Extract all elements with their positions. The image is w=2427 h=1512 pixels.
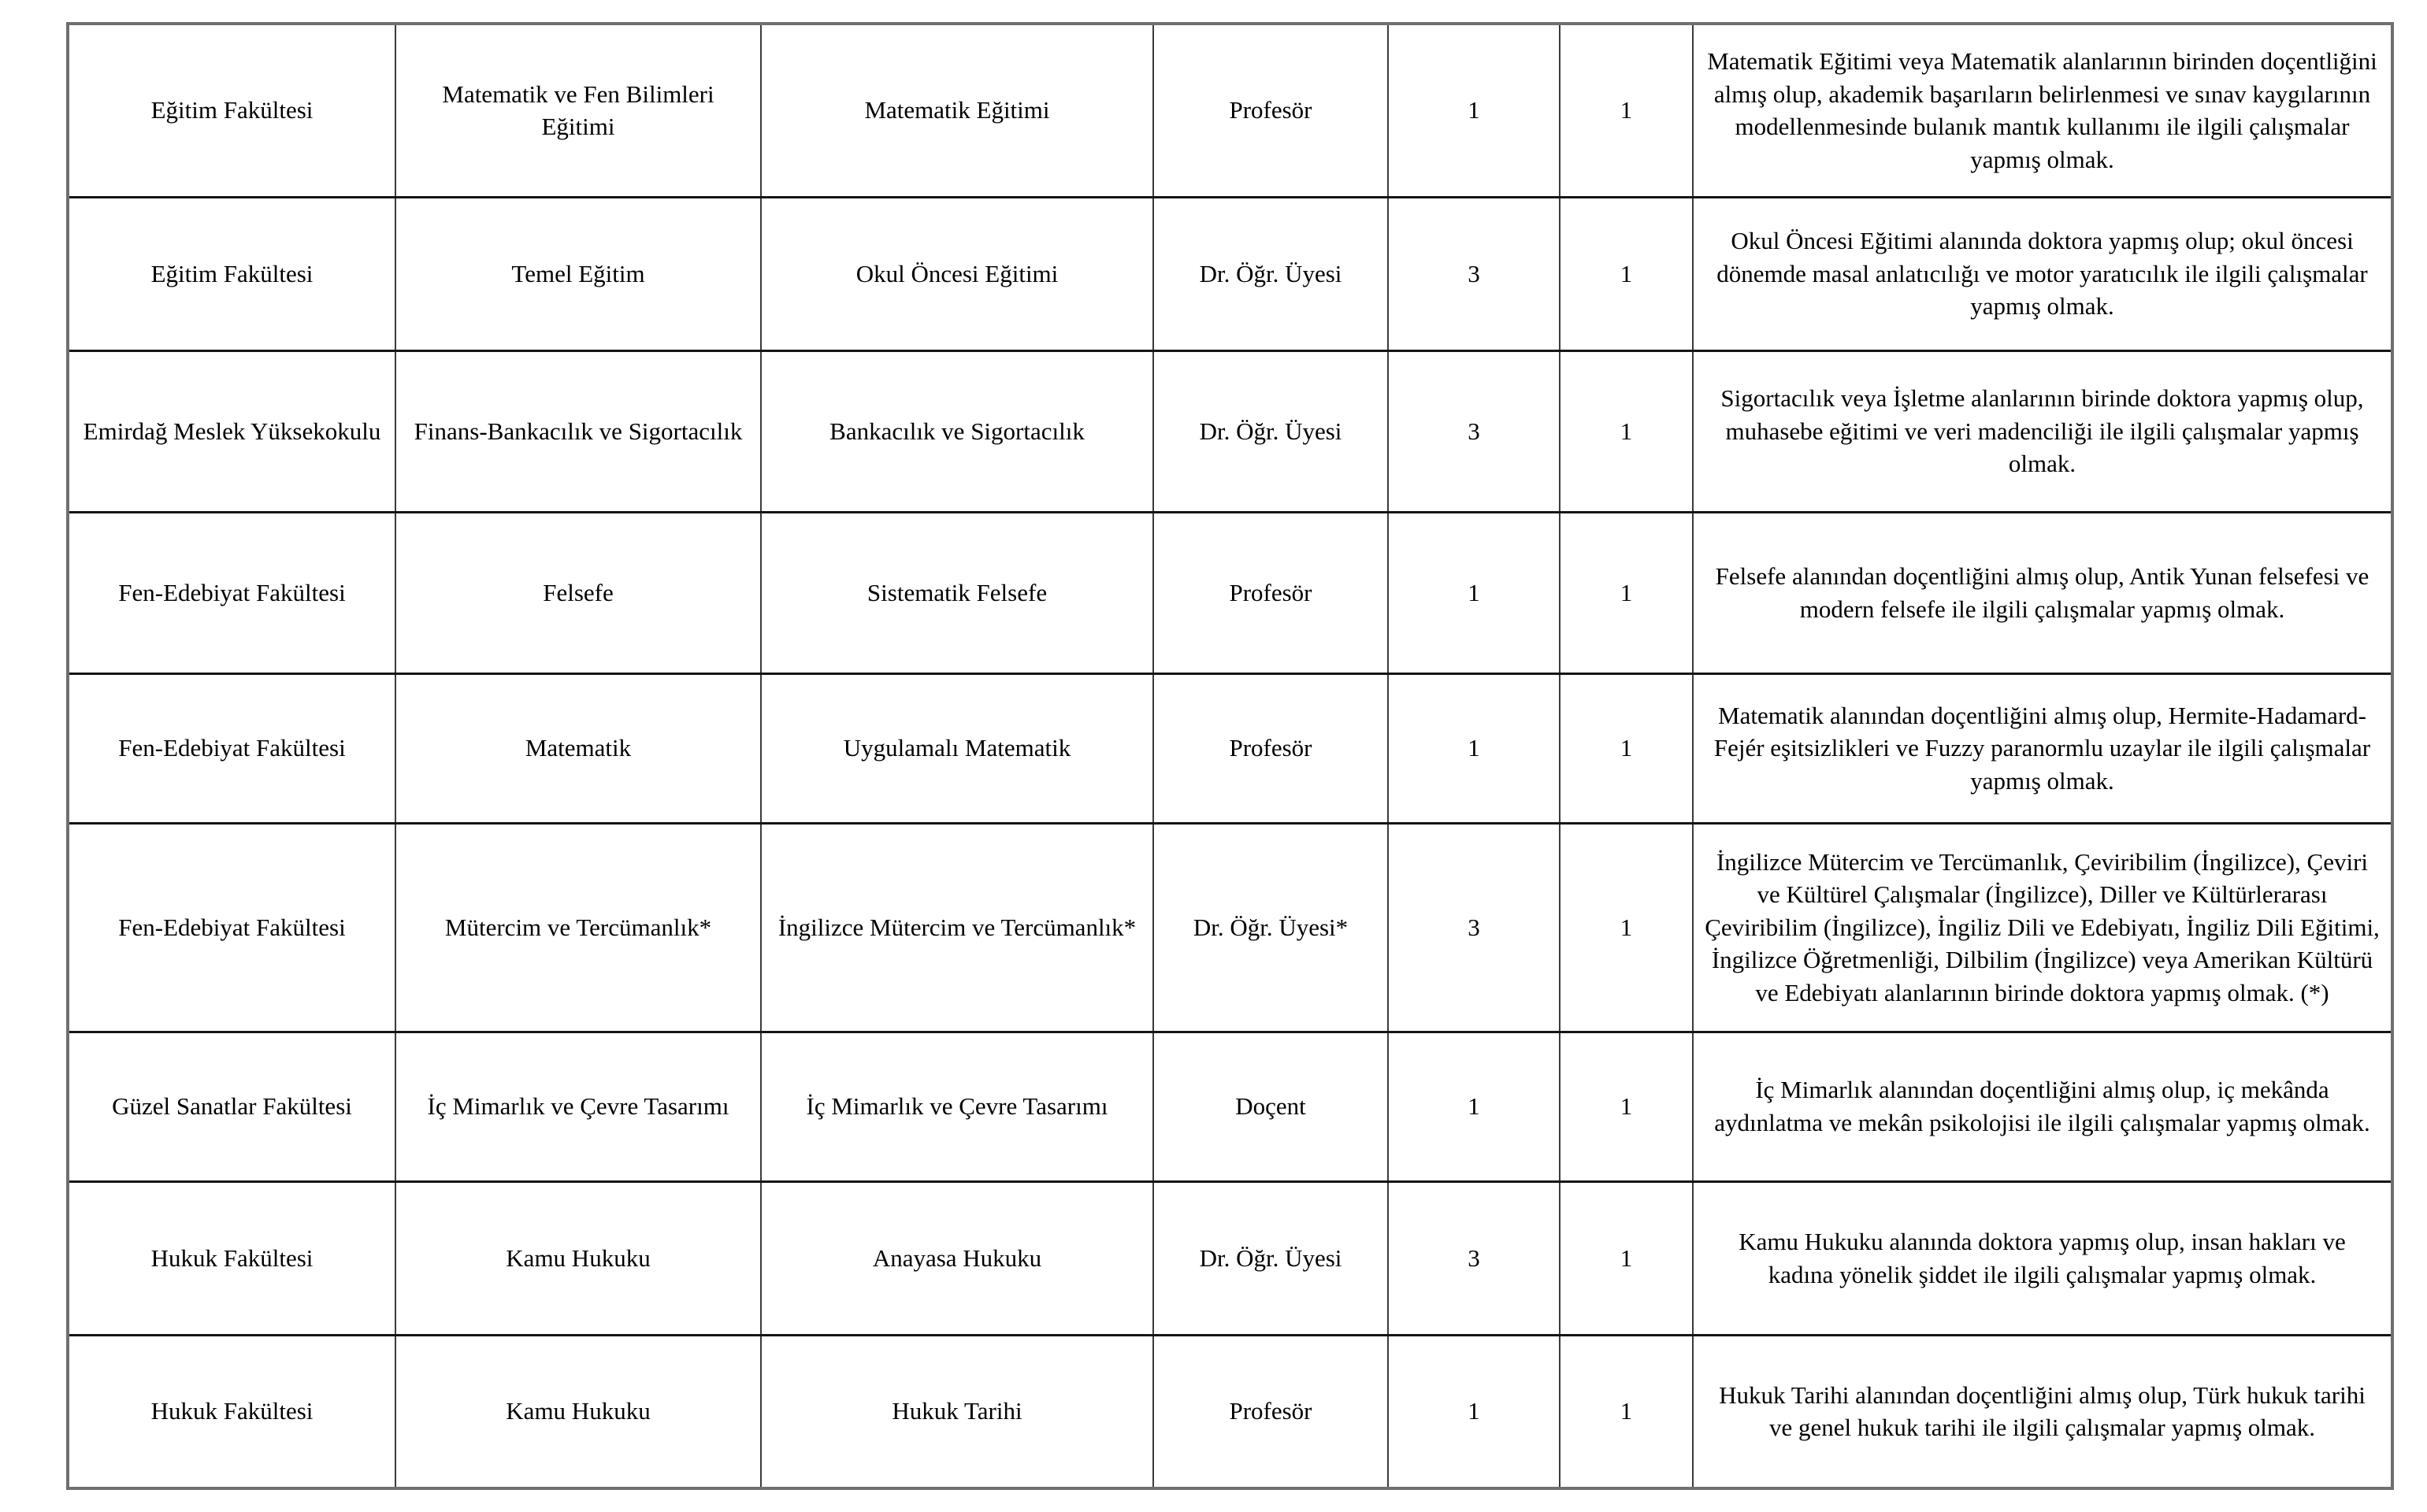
cell-count: 1 [1560,823,1693,1032]
cell-academic-title: Profesör [1153,24,1388,197]
cell-program: Matematik Eğitimi [761,24,1153,197]
cell-requirements: İç Mimarlık alanından doçentliğini almış olup, iç mekânda aydınlatma ve mekân psikolojisi ile ilgili çalışmalar yapmış olmak. [1693,1032,2392,1181]
cell-requirements: Matematik Eğitimi veya Matematik alanlarının birinden doçentliğini almış olup, akademik başarıların belirlenmesi ve sınav kaygılarının modellenmesinde bulanık mantık kullanımı ile ilgili çalışmalar yapmış olmak. [1693,24,2392,197]
cell-count: 1 [1560,197,1693,350]
academic-positions-table [66,22,2394,1490]
cell-program: İç Mimarlık ve Çevre Tasarımı [761,1032,1153,1181]
cell-department: Kamu Hukuku [395,1335,761,1488]
cell-academic-title: Dr. Öğr. Üyesi* [1153,823,1388,1032]
cell-academic-title: Profesör [1153,512,1388,673]
table-row [68,823,2392,1032]
cell-department: Kamu Hukuku [395,1181,761,1335]
cell-grade: 3 [1388,197,1560,350]
table-row [68,197,2392,350]
cell-department: Matematik [395,673,761,823]
table-row [68,1335,2392,1488]
cell-count: 1 [1560,512,1693,673]
cell-department: İç Mimarlık ve Çevre Tasarımı [395,1032,761,1181]
cell-department: Mütercim ve Tercümanlık* [395,823,761,1032]
cell-program: Anayasa Hukuku [761,1181,1153,1335]
cell-grade: 3 [1388,823,1560,1032]
cell-requirements: Kamu Hukuku alanında doktora yapmış olup, insan hakları ve kadına yönelik şiddet ile ilgili çalışmalar yapmış olmak. [1693,1181,2392,1335]
cell-faculty: Hukuk Fakültesi [68,1335,395,1488]
cell-count: 1 [1560,1032,1693,1181]
cell-program: İngilizce Mütercim ve Tercümanlık* [761,823,1153,1032]
cell-requirements: Okul Öncesi Eğitimi alanında doktora yapmış olup; okul öncesi dönemde masal anlatıcılığı ve motor yaratıcılık ile ilgili çalışmalar yapmış olmak. [1693,197,2392,350]
cell-faculty: Eğitim Fakültesi [68,24,395,197]
cell-requirements: Sigortacılık veya İşletme alanlarının birinde doktora yapmış olup, muhasebe eğitimi ve veri madenciliği ile ilgili çalışmalar yapmış olmak. [1693,350,2392,512]
cell-academic-title: Dr. Öğr. Üyesi [1153,197,1388,350]
table-row [68,673,2392,823]
table-row [68,24,2392,197]
cell-grade: 3 [1388,350,1560,512]
cell-faculty: Fen-Edebiyat Fakültesi [68,823,395,1032]
cell-program: Bankacılık ve Sigortacılık [761,350,1153,512]
cell-count: 1 [1560,673,1693,823]
cell-count: 1 [1560,1335,1693,1488]
cell-program: Uygulamalı Matematik [761,673,1153,823]
cell-department: Matematik ve Fen Bilimleri Eğitimi [395,24,761,197]
cell-department: Felsefe [395,512,761,673]
cell-faculty: Eğitim Fakültesi [68,197,395,350]
cell-grade: 1 [1388,1032,1560,1181]
cell-academic-title: Dr. Öğr. Üyesi [1153,1181,1388,1335]
cell-program: Okul Öncesi Eğitimi [761,197,1153,350]
cell-grade: 1 [1388,24,1560,197]
table-row [68,1181,2392,1335]
cell-department: Finans-Bankacılık ve Sigortacılık [395,350,761,512]
cell-program: Sistematik Felsefe [761,512,1153,673]
cell-grade: 3 [1388,1181,1560,1335]
table-row [68,1032,2392,1181]
cell-faculty: Fen-Edebiyat Fakültesi [68,512,395,673]
table-row [68,512,2392,673]
cell-faculty: Emirdağ Meslek Yüksekokulu [68,350,395,512]
cell-faculty: Hukuk Fakültesi [68,1181,395,1335]
cell-academic-title: Profesör [1153,1335,1388,1488]
cell-department: Temel Eğitim [395,197,761,350]
cell-faculty: Güzel Sanatlar Fakültesi [68,1032,395,1181]
cell-grade: 1 [1388,512,1560,673]
cell-academic-title: Doçent [1153,1032,1388,1181]
cell-program: Hukuk Tarihi [761,1335,1153,1488]
cell-grade: 1 [1388,1335,1560,1488]
cell-faculty: Fen-Edebiyat Fakültesi [68,673,395,823]
cell-academic-title: Dr. Öğr. Üyesi [1153,350,1388,512]
table-row [68,350,2392,512]
cell-requirements: İngilizce Mütercim ve Tercümanlık, Çeviribilim (İngilizce), Çeviri ve Kültürel Çalışmalar (İngilizce), Diller ve Kültürlerarası Çeviribilim (İngilizce), İngiliz Dili ve Edebiyatı, İngiliz Dili Eğitimi, İngilizce Öğretmenliği, Dilbilim (İngilizce) veya Amerikan Kültürü ve Edebiyatı alanlarının birinde doktora yapmış olmak. (*) [1693,823,2392,1032]
cell-grade: 1 [1388,673,1560,823]
cell-count: 1 [1560,1181,1693,1335]
cell-academic-title: Profesör [1153,673,1388,823]
cell-requirements: Felsefe alanından doçentliğini almış olup, Antik Yunan felsefesi ve modern felsefe ile ilgili çalışmalar yapmış olmak. [1693,512,2392,673]
cell-requirements: Matematik alanından doçentliğini almış olup, Hermite-Hadamard-Fejér eşitsizlikleri ve Fuzzy paranormlu uzaylar ile ilgili çalışmalar yapmış olmak. [1693,673,2392,823]
cell-count: 1 [1560,24,1693,197]
cell-count: 1 [1560,350,1693,512]
cell-requirements: Hukuk Tarihi alanından doçentliğini almış olup, Türk hukuk tarihi ve genel hukuk tarihi ile ilgili çalışmalar yapmış olmak. [1693,1335,2392,1488]
